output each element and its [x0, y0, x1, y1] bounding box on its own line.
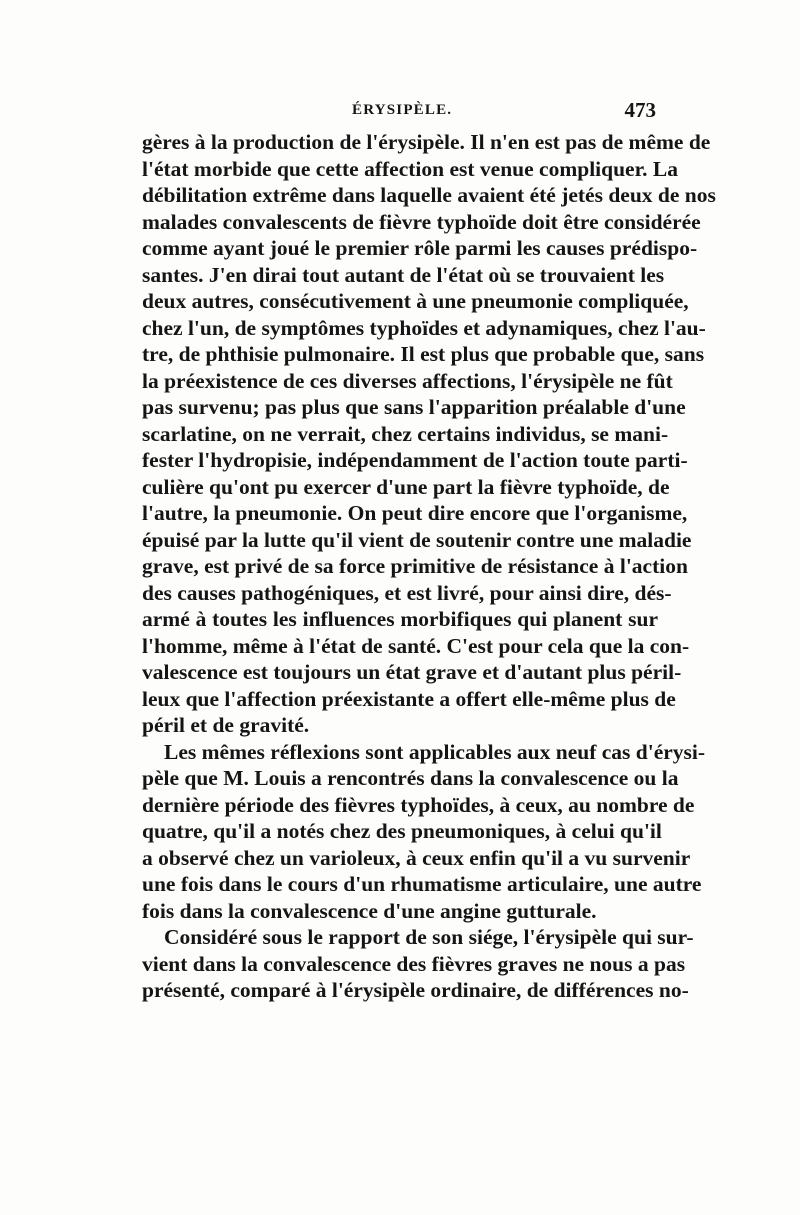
text-line: Les mêmes réflexions sont applicables aux neuf cas d'érysi- [164, 739, 706, 764]
text-line: une fois dans le cours d'un rhumatisme articulaire, une autre [142, 872, 702, 896]
text-line: débilitation extrême dans laquelle avaient été jetés deux de nos [142, 183, 716, 207]
text-line: l'état morbide que cette affection est venue compliquer. La [142, 156, 679, 181]
text-line: présenté, comparé à l'érysipèle ordinaire, de différences no- [142, 978, 689, 1002]
text-line: grave, est privé de sa force primitive de résistance à l'action [142, 554, 688, 578]
page-header [142, 98, 658, 128]
text-line: vient dans la convalescence des fièvres graves ne nous a pas [142, 951, 686, 976]
body-text [142, 129, 716, 1004]
text-line: deux autres, consécutivement à une pneumonie compliquée, [142, 289, 689, 313]
text-line: armé à toutes les influences morbifiques qui planent sur [142, 607, 658, 631]
text-line: péril et de gravité. [142, 713, 310, 737]
text-line: des causes pathogéniques, et est livré, pour ainsi dire, dés- [142, 580, 672, 605]
paragraph [142, 924, 694, 1004]
paragraph [142, 739, 706, 925]
text-line: fester l'hydropisie, indépendamment de l'action toute parti- [142, 448, 688, 472]
text-line: l'autre, la pneumonie. On peut dire encore que l'organisme, [142, 501, 688, 525]
text-line: scarlatine, on ne verrait, chez certains individus, se mani- [142, 421, 669, 446]
paragraph [142, 129, 716, 739]
text-line: malades convalescents de fièvre typhoïde doit être considérée [142, 209, 701, 234]
text-line: quatre, qu'il a notés chez des pneumoniques, à celui qu'il [142, 819, 662, 843]
text-line: Considéré sous le rapport de son siége, l'érysipèle qui sur- [164, 925, 694, 949]
text-line: a observé chez un varioleux, à ceux enfin qu'il a vu survenir [142, 845, 691, 870]
text-line: valescence est toujours un état grave et d'autant plus péril- [142, 660, 682, 684]
text-line: santes. J'en dirai tout autant de l'état où se trouvaient les [142, 262, 665, 287]
text-line: fois dans la convalescence d'une angine gutturale. [142, 898, 597, 923]
text-line: dernière période des fièvres typhoïdes, à ceux, au nombre de [142, 792, 695, 817]
text-line: tre, de phthisie pulmonaire. Il est plus que probable que, sans [142, 342, 705, 366]
text-line: comme ayant joué le premier rôle parmi les causes prédispo- [142, 236, 698, 260]
text-line: chez l'un, de symptômes typhoïdes et adynamiques, chez l'au- [142, 315, 706, 340]
text-line: épuisé par la lutte qu'il vient de soutenir contre une maladie [142, 527, 692, 552]
page-number: 473 [624, 98, 656, 122]
text-line: la préexistence de ces diverses affections, l'érysipèle ne fût [142, 368, 673, 393]
text-line: pas survenu; pas plus que sans l'apparition préalable d'une [142, 395, 686, 419]
text-line: l'homme, même à l'état de santé. C'est pour cela que la con- [142, 633, 690, 658]
text-line: culière qu'ont pu exercer d'une part la fièvre typhoïde, de [142, 474, 670, 499]
running-head: ÉRYSIPÈLE. [352, 102, 453, 118]
text-line: pèle que M. Louis a rencontrés dans la convalescence ou la [142, 766, 679, 790]
text-line: leux que l'affection préexistante a offert elle-même plus de [142, 686, 676, 711]
text-line: gères à la production de l'érysipèle. Il n'en est pas de même de [142, 130, 711, 154]
